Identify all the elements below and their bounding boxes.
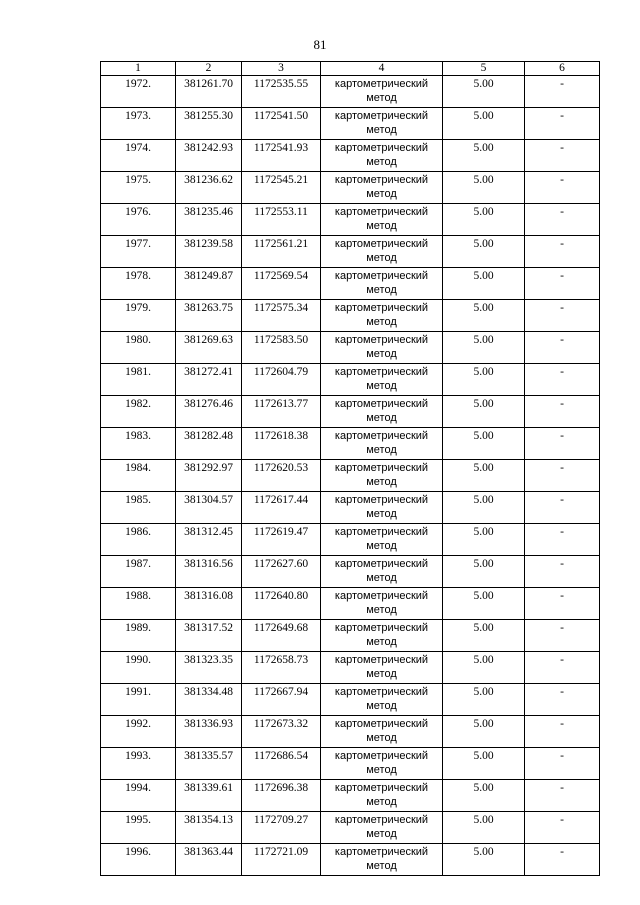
point-number-cell: 1977. <box>101 236 176 268</box>
precision-cell: 5.00 <box>443 268 525 300</box>
point-number-cell: 1990. <box>101 652 176 684</box>
description-cell: - <box>525 332 600 364</box>
method-line-1: картометрический <box>334 526 429 538</box>
y-coordinate-cell: 1172640.80 <box>242 588 321 620</box>
method-line-2: метод <box>366 796 397 808</box>
method-line-2: метод <box>366 316 397 328</box>
precision-cell: 5.00 <box>443 428 525 460</box>
y-coordinate-cell: 1172673.32 <box>242 716 321 748</box>
description-cell: - <box>525 396 600 428</box>
method-line-2: метод <box>366 284 397 296</box>
method-line-2: метод <box>366 220 397 232</box>
method-line-1: картометрический <box>334 558 429 570</box>
method-line-1: картометрический <box>334 430 429 442</box>
y-coordinate-cell: 1172535.55 <box>242 76 321 108</box>
method-line-1: картометрический <box>334 302 429 314</box>
x-coordinate-cell: 381354.13 <box>176 812 242 844</box>
description-cell: - <box>525 812 600 844</box>
method-cell <box>321 652 443 684</box>
point-number-cell: 1972. <box>101 76 176 108</box>
method-cell <box>321 428 443 460</box>
y-coordinate-cell: 1172649.68 <box>242 620 321 652</box>
column-header-4: 4 <box>321 62 443 76</box>
method-line-1: картометрический <box>334 686 429 698</box>
table-row <box>101 428 600 460</box>
y-coordinate-cell: 1172604.79 <box>242 364 321 396</box>
method-cell <box>321 524 443 556</box>
method-cell <box>321 268 443 300</box>
table-row <box>101 652 600 684</box>
description-cell: - <box>525 76 600 108</box>
method-line-2: метод <box>366 604 397 616</box>
point-number-cell: 1981. <box>101 364 176 396</box>
method-line-1: картометрический <box>334 110 429 122</box>
precision-cell: 5.00 <box>443 492 525 524</box>
method-line-1: картометрический <box>334 846 429 858</box>
precision-cell: 5.00 <box>443 620 525 652</box>
precision-cell: 5.00 <box>443 236 525 268</box>
column-header-1: 1 <box>101 62 176 76</box>
y-coordinate-cell: 1172583.50 <box>242 332 321 364</box>
method-line-1: картометрический <box>334 590 429 602</box>
x-coordinate-cell: 381316.56 <box>176 556 242 588</box>
y-coordinate-cell: 1172617.44 <box>242 492 321 524</box>
point-number-cell: 1995. <box>101 812 176 844</box>
method-line-2: метод <box>366 860 397 872</box>
point-number-cell: 1993. <box>101 748 176 780</box>
description-cell: - <box>525 620 600 652</box>
method-line-1: картометрический <box>334 270 429 282</box>
description-cell: - <box>525 684 600 716</box>
description-cell: - <box>525 524 600 556</box>
x-coordinate-cell: 381249.87 <box>176 268 242 300</box>
y-coordinate-cell: 1172613.77 <box>242 396 321 428</box>
description-cell: - <box>525 236 600 268</box>
table-body <box>101 76 600 876</box>
method-line-1: картометрический <box>334 78 429 90</box>
method-line-1: картометрический <box>334 238 429 250</box>
column-header-6: 6 <box>525 62 600 76</box>
coordinates-table <box>100 61 600 876</box>
precision-cell: 5.00 <box>443 76 525 108</box>
table-row <box>101 364 600 396</box>
x-coordinate-cell: 381304.57 <box>176 492 242 524</box>
point-number-cell: 1988. <box>101 588 176 620</box>
table-row <box>101 524 600 556</box>
point-number-cell: 1985. <box>101 492 176 524</box>
table-row <box>101 172 600 204</box>
precision-cell: 5.00 <box>443 844 525 876</box>
point-number-cell: 1975. <box>101 172 176 204</box>
table-row <box>101 108 600 140</box>
description-cell: - <box>525 780 600 812</box>
method-line-1: картометрический <box>334 174 429 186</box>
method-line-2: метод <box>366 348 397 360</box>
method-line-2: метод <box>366 764 397 776</box>
description-cell: - <box>525 716 600 748</box>
method-cell <box>321 748 443 780</box>
y-coordinate-cell: 1172575.34 <box>242 300 321 332</box>
point-number-cell: 1986. <box>101 524 176 556</box>
table-row <box>101 300 600 332</box>
method-line-1: картометрический <box>334 750 429 762</box>
method-line-2: метод <box>366 412 397 424</box>
point-number-cell: 1978. <box>101 268 176 300</box>
precision-cell: 5.00 <box>443 812 525 844</box>
y-coordinate-cell: 1172658.73 <box>242 652 321 684</box>
description-cell: - <box>525 492 600 524</box>
point-number-cell: 1980. <box>101 332 176 364</box>
method-line-2: метод <box>366 444 397 456</box>
table-row <box>101 748 600 780</box>
precision-cell: 5.00 <box>443 460 525 492</box>
x-coordinate-cell: 381323.35 <box>176 652 242 684</box>
y-coordinate-cell: 1172686.54 <box>242 748 321 780</box>
x-coordinate-cell: 381335.57 <box>176 748 242 780</box>
method-cell <box>321 204 443 236</box>
point-number-cell: 1982. <box>101 396 176 428</box>
column-header-3: 3 <box>242 62 321 76</box>
method-line-1: картометрический <box>334 782 429 794</box>
x-coordinate-cell: 381239.58 <box>176 236 242 268</box>
precision-cell: 5.00 <box>443 172 525 204</box>
description-cell: - <box>525 300 600 332</box>
precision-cell: 5.00 <box>443 524 525 556</box>
method-line-1: картометрический <box>334 718 429 730</box>
precision-cell: 5.00 <box>443 748 525 780</box>
method-line-1: картометрический <box>334 494 429 506</box>
x-coordinate-cell: 381255.30 <box>176 108 242 140</box>
point-number-cell: 1979. <box>101 300 176 332</box>
method-line-2: метод <box>366 828 397 840</box>
y-coordinate-cell: 1172569.54 <box>242 268 321 300</box>
x-coordinate-cell: 381261.70 <box>176 76 242 108</box>
method-line-2: метод <box>366 732 397 744</box>
description-cell: - <box>525 204 600 236</box>
method-cell <box>321 332 443 364</box>
method-line-1: картометрический <box>334 366 429 378</box>
y-coordinate-cell: 1172721.09 <box>242 844 321 876</box>
y-coordinate-cell: 1172618.38 <box>242 428 321 460</box>
method-line-2: метод <box>366 252 397 264</box>
x-coordinate-cell: 381317.52 <box>176 620 242 652</box>
method-line-2: метод <box>366 668 397 680</box>
x-coordinate-cell: 381236.62 <box>176 172 242 204</box>
column-header-5: 5 <box>443 62 525 76</box>
precision-cell: 5.00 <box>443 780 525 812</box>
method-cell <box>321 620 443 652</box>
method-cell <box>321 76 443 108</box>
x-coordinate-cell: 381282.48 <box>176 428 242 460</box>
method-cell <box>321 556 443 588</box>
precision-cell: 5.00 <box>443 652 525 684</box>
description-cell: - <box>525 556 600 588</box>
method-line-2: метод <box>366 700 397 712</box>
precision-cell: 5.00 <box>443 300 525 332</box>
x-coordinate-cell: 381276.46 <box>176 396 242 428</box>
method-line-2: метод <box>366 92 397 104</box>
table-row <box>101 396 600 428</box>
method-line-2: метод <box>366 156 397 168</box>
x-coordinate-cell: 381292.97 <box>176 460 242 492</box>
method-cell <box>321 812 443 844</box>
y-coordinate-cell: 1172553.11 <box>242 204 321 236</box>
method-line-1: картометрический <box>334 206 429 218</box>
y-coordinate-cell: 1172541.93 <box>242 140 321 172</box>
description-cell: - <box>525 108 600 140</box>
y-coordinate-cell: 1172541.50 <box>242 108 321 140</box>
table-header-row <box>101 62 600 76</box>
table-row <box>101 492 600 524</box>
method-cell <box>321 300 443 332</box>
y-coordinate-cell: 1172696.38 <box>242 780 321 812</box>
table-row <box>101 588 600 620</box>
point-number-cell: 1996. <box>101 844 176 876</box>
y-coordinate-cell: 1172667.94 <box>242 684 321 716</box>
point-number-cell: 1974. <box>101 140 176 172</box>
precision-cell: 5.00 <box>443 684 525 716</box>
point-number-cell: 1973. <box>101 108 176 140</box>
description-cell: - <box>525 844 600 876</box>
x-coordinate-cell: 381272.41 <box>176 364 242 396</box>
precision-cell: 5.00 <box>443 140 525 172</box>
point-number-cell: 1994. <box>101 780 176 812</box>
method-cell <box>321 492 443 524</box>
table-row <box>101 620 600 652</box>
table-row <box>101 844 600 876</box>
method-line-2: метод <box>366 572 397 584</box>
method-cell <box>321 844 443 876</box>
table-row <box>101 716 600 748</box>
method-cell <box>321 108 443 140</box>
description-cell: - <box>525 172 600 204</box>
precision-cell: 5.00 <box>443 364 525 396</box>
precision-cell: 5.00 <box>443 556 525 588</box>
method-cell <box>321 396 443 428</box>
table-row <box>101 140 600 172</box>
method-line-1: картометрический <box>334 334 429 346</box>
x-coordinate-cell: 381242.93 <box>176 140 242 172</box>
table-row <box>101 684 600 716</box>
x-coordinate-cell: 381235.46 <box>176 204 242 236</box>
table-row <box>101 76 600 108</box>
y-coordinate-cell: 1172627.60 <box>242 556 321 588</box>
table-row <box>101 460 600 492</box>
description-cell: - <box>525 748 600 780</box>
description-cell: - <box>525 588 600 620</box>
method-cell <box>321 780 443 812</box>
description-cell: - <box>525 268 600 300</box>
column-header-2: 2 <box>176 62 242 76</box>
x-coordinate-cell: 381336.93 <box>176 716 242 748</box>
precision-cell: 5.00 <box>443 588 525 620</box>
point-number-cell: 1983. <box>101 428 176 460</box>
point-number-cell: 1991. <box>101 684 176 716</box>
y-coordinate-cell: 1172620.53 <box>242 460 321 492</box>
table-row <box>101 236 600 268</box>
method-cell <box>321 588 443 620</box>
table-row <box>101 268 600 300</box>
method-line-1: картометрический <box>334 142 429 154</box>
method-line-1: картометрический <box>334 398 429 410</box>
method-line-2: метод <box>366 476 397 488</box>
method-line-2: метод <box>366 188 397 200</box>
method-line-1: картометрический <box>334 622 429 634</box>
x-coordinate-cell: 381339.61 <box>176 780 242 812</box>
precision-cell: 5.00 <box>443 332 525 364</box>
method-cell <box>321 236 443 268</box>
method-cell <box>321 172 443 204</box>
precision-cell: 5.00 <box>443 204 525 236</box>
method-cell <box>321 140 443 172</box>
description-cell: - <box>525 428 600 460</box>
method-line-1: картометрический <box>334 654 429 666</box>
description-cell: - <box>525 364 600 396</box>
description-cell: - <box>525 140 600 172</box>
table-row <box>101 556 600 588</box>
y-coordinate-cell: 1172561.21 <box>242 236 321 268</box>
x-coordinate-cell: 381312.45 <box>176 524 242 556</box>
method-cell <box>321 364 443 396</box>
method-line-1: картометрический <box>334 462 429 474</box>
page-number: 81 <box>313 37 327 52</box>
method-line-2: метод <box>366 636 397 648</box>
method-line-1: картометрический <box>334 814 429 826</box>
x-coordinate-cell: 381316.08 <box>176 588 242 620</box>
y-coordinate-cell: 1172619.47 <box>242 524 321 556</box>
x-coordinate-cell: 381334.48 <box>176 684 242 716</box>
x-coordinate-cell: 381269.63 <box>176 332 242 364</box>
precision-cell: 5.00 <box>443 108 525 140</box>
x-coordinate-cell: 381263.75 <box>176 300 242 332</box>
precision-cell: 5.00 <box>443 716 525 748</box>
table-row <box>101 812 600 844</box>
point-number-cell: 1989. <box>101 620 176 652</box>
precision-cell: 5.00 <box>443 396 525 428</box>
point-number-cell: 1992. <box>101 716 176 748</box>
method-line-2: метод <box>366 508 397 520</box>
table-row <box>101 780 600 812</box>
method-cell <box>321 684 443 716</box>
method-cell <box>321 716 443 748</box>
method-line-2: метод <box>366 380 397 392</box>
table-row <box>101 204 600 236</box>
x-coordinate-cell: 381363.44 <box>176 844 242 876</box>
point-number-cell: 1987. <box>101 556 176 588</box>
method-line-2: метод <box>366 124 397 136</box>
point-number-cell: 1976. <box>101 204 176 236</box>
method-line-2: метод <box>366 540 397 552</box>
y-coordinate-cell: 1172709.27 <box>242 812 321 844</box>
y-coordinate-cell: 1172545.21 <box>242 172 321 204</box>
description-cell: - <box>525 460 600 492</box>
description-cell: - <box>525 652 600 684</box>
method-cell <box>321 460 443 492</box>
table-row <box>101 332 600 364</box>
point-number-cell: 1984. <box>101 460 176 492</box>
